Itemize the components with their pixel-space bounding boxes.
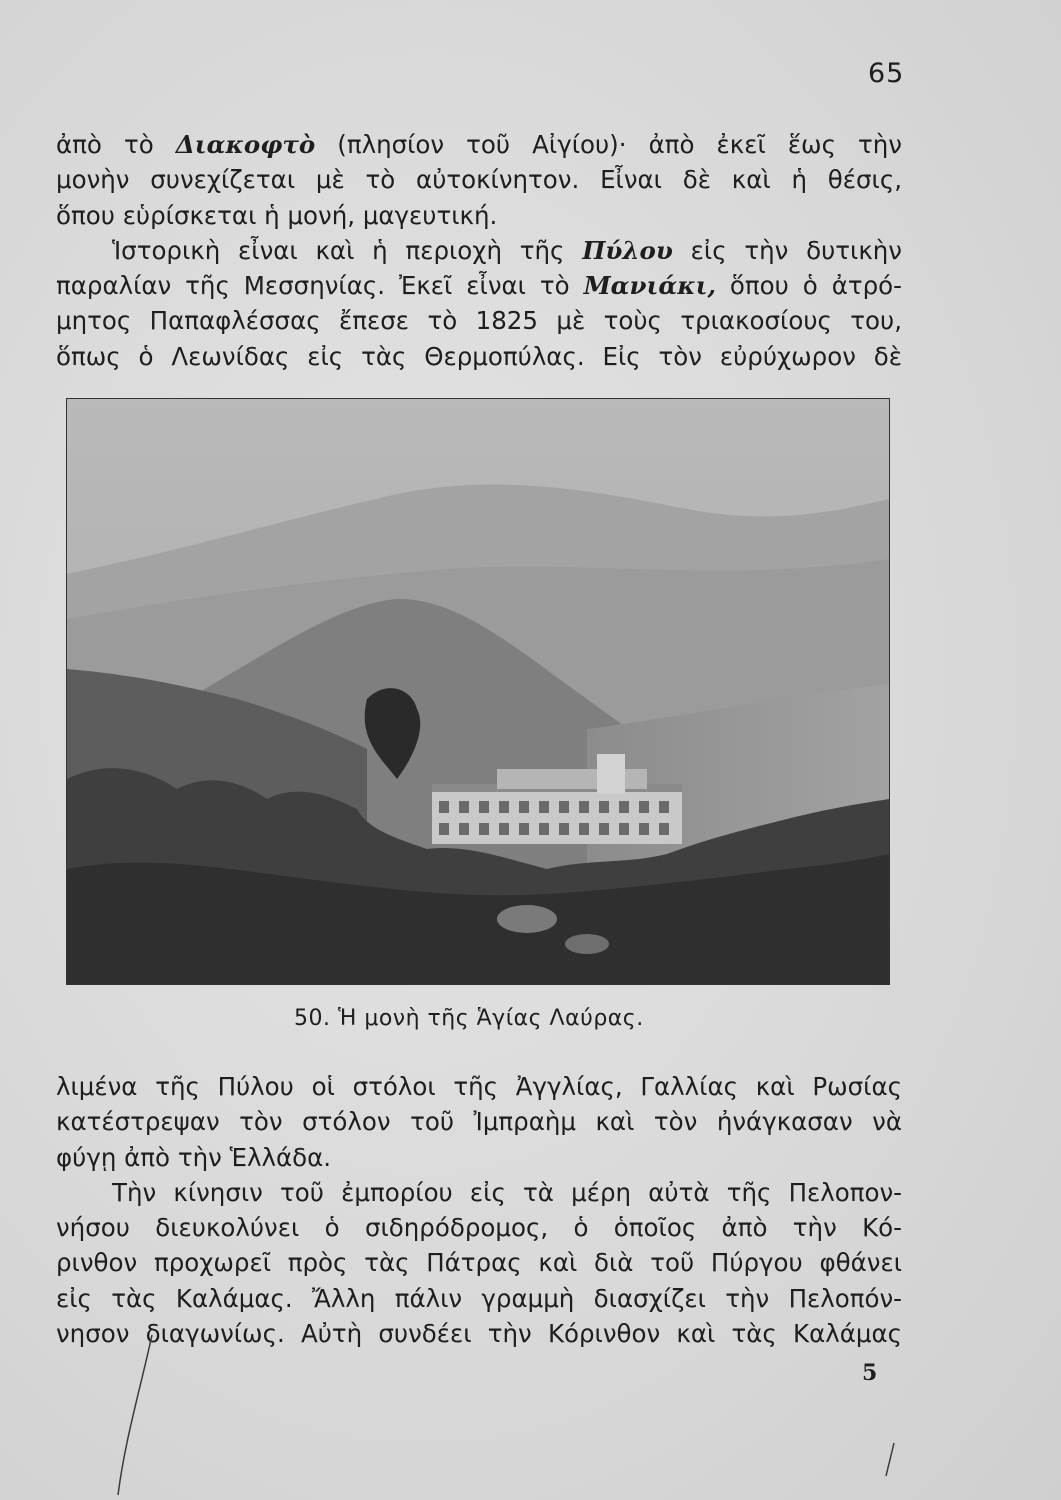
text-line: λιμένα τῆς Πύλου οἱ στόλοι τῆς Ἀγγλίας, Γαλλίας καὶ Ρωσίας bbox=[56, 1072, 902, 1101]
monastery-photograph bbox=[66, 398, 890, 985]
signature-mark: 5 bbox=[862, 1360, 878, 1386]
place-name-pylos: Πύλου bbox=[582, 235, 673, 265]
page-number: 65 bbox=[868, 58, 905, 89]
figure-caption: 50. Ἡ μονὴ τῆς Ἁγίας Λαύρας. bbox=[294, 1006, 644, 1031]
text-line bbox=[56, 127, 902, 162]
text-line: νησον διαγωνίως. Αὐτὴ συνδέει τὴν Κόρινθον καὶ τὰς Καλάμας bbox=[56, 1319, 902, 1349]
pen-mark bbox=[100, 1330, 180, 1500]
text-line: ὅπου εὑρίσκεται ἡ μονή, μαγευτική. bbox=[56, 200, 498, 230]
text-block-top bbox=[56, 127, 902, 374]
pen-mark bbox=[880, 1440, 900, 1480]
place-name-diakofto: Διακοφτὸ bbox=[175, 130, 316, 159]
text-segment: ἀπὸ τὸ bbox=[56, 130, 176, 159]
text-segment: Ἱστορικὴ εἶναι καὶ ἡ περιοχὴ τῆς bbox=[112, 235, 583, 265]
text-line bbox=[56, 233, 902, 268]
text-line: ρινθον προχωρεῖ πρὸς τὰς Πάτρας καὶ διὰ τοῦ Πύργου φθάνει bbox=[56, 1248, 902, 1278]
text-line: φύγῃ ἀπὸ τὴν Ἑλλάδα. bbox=[56, 1142, 332, 1172]
text-line: νήσου διευκολύνει ὁ σιδηρόδρομος, ὁ ὁποῖος ἀπὸ τὴν Κό- bbox=[56, 1213, 902, 1243]
text-block-bottom bbox=[56, 1069, 902, 1351]
text-segment: εἰς τὴν δυτικὴν bbox=[672, 235, 902, 265]
text-line bbox=[56, 268, 902, 303]
place-name-maniaki: Μανιάκι, bbox=[583, 271, 716, 301]
text-line: κατέστρεψαν τὸν στόλον τοῦ Ἰμπραὴμ καὶ τὸν ἠνάγκασαν νὰ bbox=[56, 1107, 902, 1137]
text-line: ὅπως ὁ Λεωνίδας εἰς τὰς Θερμοπύλας. Εἰς τὸν εὐρύχωρον δὲ bbox=[56, 341, 902, 371]
text-line: Τὴν κίνησιν τοῦ ἐμπορίου εἰς τὰ μέρη αὐτὰ τῆς Πελοπον- bbox=[112, 1177, 902, 1207]
text-line: εἰς τὰς Καλάμας. Ἄλλη πάλιν γραμμὴ διασχίζει τὴν Πελοπόν- bbox=[56, 1283, 902, 1313]
text-segment: (πλησίον τοῦ Αἰγίου)· ἀπὸ ἐκεῖ ἕως τὴν bbox=[315, 130, 902, 159]
text-segment: παραλίαν τῆς Μεσσηνίας. Ἐκεῖ εἶναι τὸ bbox=[56, 271, 584, 301]
text-line: μητος Παπαφλέσσας ἔπεσε τὸ 1825 μὲ τοὺς τριακοσίους του, bbox=[56, 306, 902, 336]
text-line: μονὴν συνεχίζεται μὲ τὸ αὐτοκίνητον. Εἶναι δὲ καὶ ἡ θέσις, bbox=[56, 165, 902, 195]
photo-illustration bbox=[67, 399, 889, 984]
text-segment: ὅπου ὁ ἀτρό- bbox=[716, 271, 902, 301]
